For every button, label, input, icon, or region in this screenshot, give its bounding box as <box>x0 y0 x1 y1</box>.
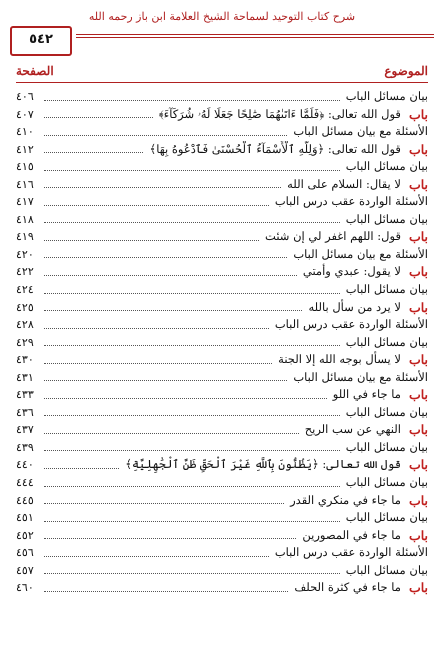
index-entry-line <box>16 316 428 333</box>
page-column-label: الصفحة <box>16 64 54 78</box>
entry-title: ما جاء في اللو <box>332 387 401 402</box>
index-entry-line <box>16 544 428 561</box>
index-entry-line <box>16 246 428 263</box>
chapter-marker: باب <box>408 352 428 368</box>
entry-page-number: ٤٤٥ <box>16 493 34 507</box>
index-entry-line <box>16 439 428 456</box>
entry-page-number: ٤٢٥ <box>16 300 34 314</box>
chapter-marker: باب <box>408 527 428 543</box>
index-entry <box>16 158 428 176</box>
entry-page-number: ٤٤٠ <box>16 458 34 472</box>
leader-dots <box>44 362 272 364</box>
header-rule-secondary <box>76 37 434 38</box>
entry-page-number: ٤١٩ <box>16 230 34 244</box>
entry-page-number: ٤١٦ <box>16 177 34 191</box>
entry-page-number: ٤١٢ <box>16 142 34 156</box>
entry-page-number: ٤٢٩ <box>16 335 34 349</box>
index-entry-line <box>16 123 428 140</box>
entry-title: بيان مسائل الباب <box>345 475 428 490</box>
index-list <box>16 88 428 597</box>
index-entry-line <box>16 351 428 368</box>
leader-dots <box>44 520 340 522</box>
entry-page-number: ٤٣٩ <box>16 440 34 454</box>
leader-dots <box>44 555 269 557</box>
entry-title: بيان مسائل الباب <box>345 510 428 525</box>
entry-page-number: ٤٢٢ <box>16 265 34 279</box>
entry-title: الأسئلة مع بيان مسائل الباب <box>293 246 428 261</box>
leader-dots <box>44 449 340 451</box>
entry-page-number: ٤٣٠ <box>16 353 34 367</box>
chapter-marker: باب <box>408 387 428 403</box>
index-entry-line <box>16 263 428 280</box>
leader-dots <box>44 99 340 101</box>
entry-title: ما جاء في منكري القدر <box>290 492 401 507</box>
index-entry-line <box>16 527 428 544</box>
leader-dots <box>44 274 297 276</box>
index-entry <box>16 456 428 474</box>
leader-dots <box>44 116 153 118</box>
entry-page-number: ٤١٨ <box>16 212 34 226</box>
index-entry-line <box>16 421 428 438</box>
index-entry-line <box>16 106 428 123</box>
index-entry <box>16 369 428 387</box>
topic-column-label: الموضوع <box>384 64 428 78</box>
entry-title: قول الله تعالى: ﴿وَلِلَّهِ ٱلْأَسْمَآءُ ٱلْحُسْنَىٰ فَٱدْعُوهُ بِهَا﴾ <box>149 141 401 156</box>
chapter-marker: باب <box>408 492 428 508</box>
index-entry-line <box>16 281 428 298</box>
index-entry <box>16 579 428 597</box>
leader-dots <box>44 572 340 574</box>
entry-title: قول الله تعالى: ﴿يَظُنُّونَ بِٱللَّهِ غَيْرَ ٱلْحَقِّ ظَنَّ ٱلْجَٰهِلِيَّةِ﴾ <box>125 457 401 472</box>
index-entry-line <box>16 456 428 473</box>
entry-title: الأسئلة الواردة عقب درس الباب <box>274 317 428 332</box>
index-entry <box>16 299 428 317</box>
chapter-marker: باب <box>408 106 428 122</box>
index-entry-line <box>16 404 428 421</box>
entry-page-number: ٤٣١ <box>16 370 34 384</box>
index-entry <box>16 316 428 334</box>
index-entry <box>16 193 428 211</box>
leader-dots <box>44 379 287 381</box>
entry-page-number: ٤٢٠ <box>16 247 34 261</box>
entry-title: لا يسأل بوجه الله إلا الجنة <box>278 352 401 367</box>
index-entry <box>16 404 428 422</box>
entry-page-number: ٤٥٢ <box>16 528 34 542</box>
leader-dots <box>44 467 119 469</box>
entry-page-number: ٤٠٦ <box>16 90 34 103</box>
entry-title: بيان مسائل الباب <box>345 89 428 103</box>
entry-page-number: ٤٢٨ <box>16 318 34 332</box>
entry-title: بيان مسائل الباب <box>345 404 428 419</box>
index-entry <box>16 334 428 352</box>
index-entry <box>16 474 428 492</box>
index-entry-line <box>16 562 428 579</box>
index-entry <box>16 88 428 106</box>
leader-dots <box>44 186 281 188</box>
entry-page-number: ٤١٧ <box>16 195 34 209</box>
index-entry <box>16 106 428 124</box>
chapter-marker: باب <box>408 580 428 596</box>
index-entry <box>16 123 428 141</box>
index-entry-line <box>16 141 428 158</box>
entry-page-number: ٤٢٤ <box>16 283 34 297</box>
leader-dots <box>44 590 288 592</box>
entry-title: قول الله تعالى: ﴿فَلَمَّا ءَاتَىٰهُمَا صَٰلِحًا جَعَلَا لَهُۥ شُرَكَآءَ﴾ <box>158 106 401 121</box>
index-entry-line <box>16 176 428 193</box>
leader-dots <box>44 134 287 136</box>
chapter-marker: باب <box>408 141 428 157</box>
entry-title: الأسئلة مع بيان مسائل الباب <box>293 369 428 384</box>
index-entry <box>16 228 428 246</box>
index-entry-line <box>16 334 428 351</box>
entry-page-number: ٤٥٧ <box>16 563 34 577</box>
entry-title: لا يقول: عبدي وأمتي <box>302 264 401 279</box>
leader-dots <box>44 344 340 346</box>
index-entry-line <box>16 509 428 526</box>
index-entry <box>16 246 428 264</box>
header-rule <box>76 34 434 35</box>
leader-dots <box>44 169 340 171</box>
index-entry <box>16 492 428 510</box>
index-entry <box>16 544 428 562</box>
leader-dots <box>44 502 284 504</box>
entry-title: بيان مسائل الباب <box>345 562 428 577</box>
index-entry-line <box>16 299 428 316</box>
index-entry-line <box>16 369 428 386</box>
index-entry <box>16 263 428 281</box>
running-header <box>10 6 434 58</box>
index-entry <box>16 439 428 457</box>
index-entry <box>16 281 428 299</box>
index-entry-line <box>16 386 428 403</box>
entry-title: بيان مسائل الباب <box>345 334 428 349</box>
index-entry <box>16 527 428 545</box>
entry-title: بيان مسائل الباب <box>345 159 428 174</box>
leader-dots <box>44 485 340 487</box>
entry-title: ما جاء في كثرة الحلف <box>294 580 401 595</box>
chapter-marker: باب <box>408 299 428 315</box>
running-title: شرح كتاب التوحيد لسماحة الشيخ العلامة ابن باز رحمه الله <box>88 10 356 23</box>
leader-dots <box>44 309 302 311</box>
entry-title: لا يقال: السلام على الله <box>287 176 401 191</box>
entry-title: بيان مسائل الباب <box>345 282 428 297</box>
index-entry-line <box>16 492 428 509</box>
index-entry <box>16 509 428 527</box>
leader-dots <box>44 256 287 258</box>
index-entry-line <box>16 228 428 245</box>
leader-dots <box>44 327 269 329</box>
page-number-box: ٥٤٢ <box>10 26 72 56</box>
leader-dots <box>44 239 259 241</box>
entry-title: الأسئلة مع بيان مسائل الباب <box>293 124 428 139</box>
index-entry <box>16 141 428 159</box>
entry-page-number: ٤٥٦ <box>16 546 34 560</box>
index-entry <box>16 176 428 194</box>
index-entry-line <box>16 474 428 491</box>
entry-title: بيان مسائل الباب <box>345 211 428 226</box>
entry-title: النهي عن سب الريح <box>304 422 401 437</box>
leader-dots <box>44 221 340 223</box>
entry-page-number: ٤٥١ <box>16 511 34 525</box>
entry-title: الأسئلة الواردة عقب درس الباب <box>274 545 428 560</box>
leader-dots <box>44 432 299 434</box>
index-entry <box>16 562 428 580</box>
entry-title: الأسئلة الواردة عقب درس الباب <box>274 194 428 209</box>
leader-dots <box>44 151 143 153</box>
index-entry-line <box>16 579 428 596</box>
entry-title: لا يرد من سأل بالله <box>308 299 401 314</box>
leader-dots <box>44 537 296 539</box>
entry-page-number: ٤٦٠ <box>16 581 34 595</box>
index-entry-line <box>16 211 428 228</box>
index-entry-line <box>16 88 428 105</box>
chapter-marker: باب <box>408 229 428 245</box>
leader-dots <box>44 397 327 399</box>
leader-dots <box>44 292 340 294</box>
index-entry-line <box>16 193 428 210</box>
column-label-rule <box>16 82 428 83</box>
chapter-marker: باب <box>408 457 428 473</box>
entry-page-number: ٤١٥ <box>16 160 34 174</box>
leader-dots <box>44 204 269 206</box>
index-entry <box>16 386 428 404</box>
chapter-marker: باب <box>408 176 428 192</box>
entry-title: بيان مسائل الباب <box>345 439 428 454</box>
leader-dots <box>44 414 340 416</box>
index-entry <box>16 351 428 369</box>
entry-page-number: ٤٣٦ <box>16 405 34 419</box>
chapter-marker: باب <box>408 422 428 438</box>
chapter-marker: باب <box>408 264 428 280</box>
entry-page-number: ٤٣٣ <box>16 388 34 402</box>
entry-page-number: ٤٣٧ <box>16 423 34 437</box>
index-entry <box>16 211 428 229</box>
entry-title: ما جاء في المصورين <box>302 527 401 542</box>
entry-page-number: ٤٤٤ <box>16 476 34 490</box>
index-entry-line <box>16 158 428 175</box>
entry-page-number: ٤٠٧ <box>16 107 34 121</box>
entry-title: قول: اللهم اغفر لي إن شئت <box>265 229 401 244</box>
entry-page-number: ٤١٠ <box>16 125 34 139</box>
index-entry <box>16 421 428 439</box>
